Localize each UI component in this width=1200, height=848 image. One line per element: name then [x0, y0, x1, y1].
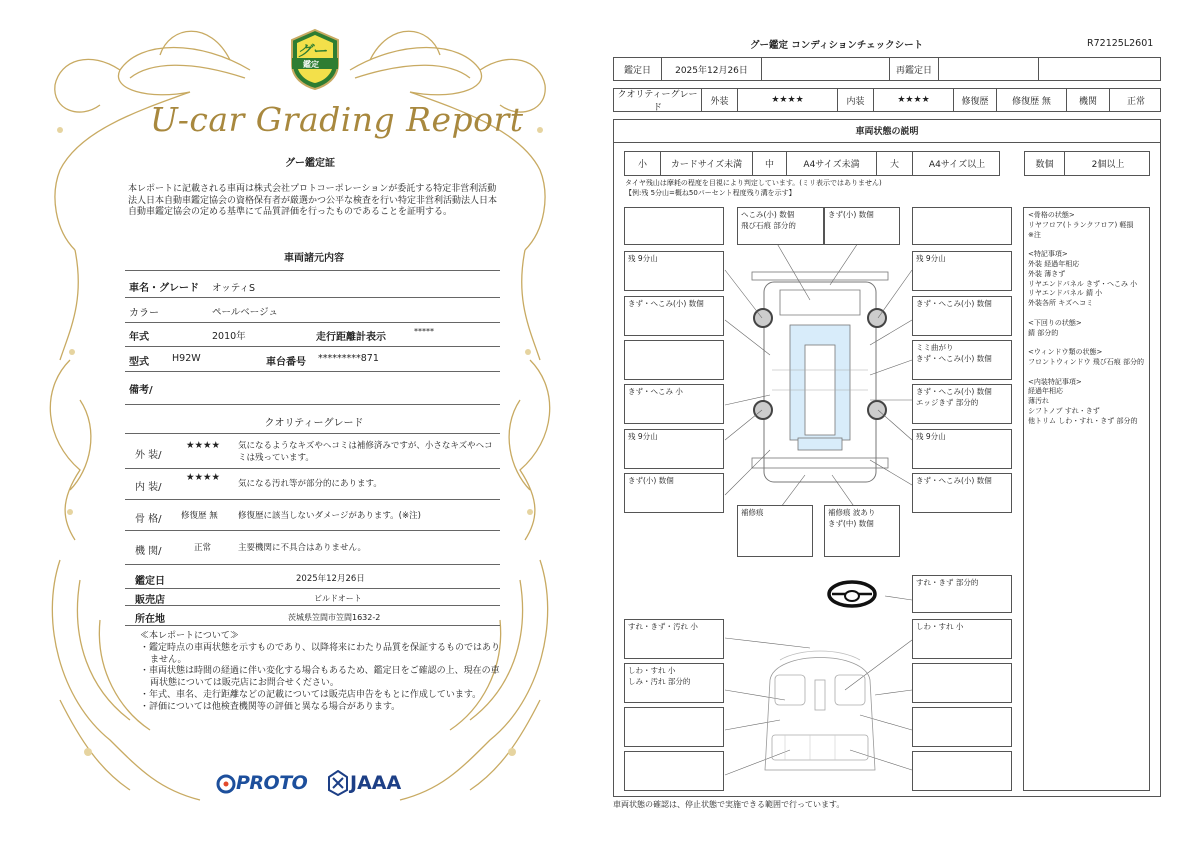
mileage-value: *****: [414, 327, 434, 336]
interior-stars: ★★★★: [186, 472, 221, 483]
jaaa-logo-text: JAAA: [350, 772, 402, 794]
remarks-label: 備考/: [129, 385, 153, 396]
note-box-left-4: きず・へこみ 小: [624, 384, 724, 424]
interior-label: 内 装/: [135, 482, 162, 493]
qg-label: クオリティーグレード: [614, 89, 702, 111]
redate-label: 再鑑定日: [890, 58, 939, 80]
int-stars: ★★★★: [874, 89, 954, 111]
size-large-desc: A4サイズ以上: [928, 160, 986, 170]
note-box-int-left-2: しわ・すれ 小 しみ・汚れ 部分的: [624, 663, 724, 703]
size-medium-label: 中: [753, 152, 787, 175]
proto-logo-text: PROTO: [236, 772, 308, 794]
date-value: 2025年12月26日: [662, 58, 762, 80]
jaaa-logo-icon: [328, 770, 348, 796]
tire-note-1: タイヤ残山は摩耗の程度を目視により判定しています。(ミリ表示ではありません): [625, 179, 882, 187]
quality-title: クオリティーグレード: [264, 418, 364, 429]
note-box-rear-2: 補修痕 波あり きず(中) 数個: [824, 505, 900, 557]
appraisal-date-value: 2025年12月26日: [296, 574, 365, 584]
engine-value: 正常: [1126, 96, 1145, 107]
year-label: 年式: [129, 332, 149, 343]
ext-label: 外装: [702, 89, 738, 111]
note-box-right-2: きず・へこみ(小) 数個: [912, 296, 1012, 336]
note-item: ・評価については他検査機関等の評価と異なる場合があります。: [140, 701, 401, 712]
color-label: カラー: [129, 308, 159, 319]
note-box-right-3: ミミ曲がり きず・へこみ(小) 数個: [912, 340, 1012, 380]
interior-desc: 気になる汚れ等が部分的にあります。: [238, 479, 382, 489]
proto-logo-icon: [216, 774, 236, 796]
note-item: ・鑑定時点の車両状態を示すものであり、以降将来にわたり品質を保証するものではありません。: [140, 642, 501, 665]
location-value: 茨城県笠間市笠間1632-2: [288, 613, 381, 622]
year-value: 2010年: [212, 331, 246, 342]
condition-check-sheet: [600, 0, 1200, 848]
sheet-title: グー鑑定 コンディションチェックシート: [750, 40, 924, 51]
badge-logo-text: グー: [297, 42, 328, 60]
note-box-right-1: 残 9分山: [912, 251, 1012, 291]
note-item: ・車両状態は時間の経過に伴い変化する場合もあるため、鑑定日をご確認の上、現在の車両状態については販売店にお問合せください。: [140, 666, 500, 689]
exterior-stars: ★★★★: [186, 440, 221, 451]
car-name-value: オッティS: [212, 283, 255, 294]
appraisal-date-label: 鑑定日: [135, 576, 165, 587]
footer-note: 車両状態の確認は、停止状態で実施できる範囲で行っています。: [613, 800, 845, 809]
note-box-left-6: きず(小) 数個: [624, 473, 724, 513]
note-box-left-2: きず・へこみ(小) 数個: [624, 296, 724, 336]
certificate-heading: グー鑑定証: [285, 158, 335, 169]
engine-label: 機 関/: [135, 546, 162, 557]
int-label: 内装: [838, 89, 874, 111]
date-label: 鑑定日: [614, 58, 662, 80]
note-box-left-1: 残 9分山: [624, 251, 724, 291]
condition-notes-panel: <骨格の状態> リヤフロア(トランクフロア) 軽損 ※注 <特記事項> 外装 経過年相応 外装 薄きず リヤエンドパネル きず・へこみ 小 リヤエンドパネル 錆 小 外装各所 キズヘコミ <下回りの状態> 錆 部分的 <ウィンドウ類の状態> フロントウィンドウ 飛び石痕 部分的 <内装特記事項> 経過年相応 薄汚れ シフトノブ すれ・きず 他トリム しわ・すれ・きず 部分的: [1023, 207, 1150, 791]
chassis-value: *********871: [318, 353, 379, 364]
size-small-desc: カードサイズ未満: [661, 152, 753, 175]
note-box-right-5: 残 9分山: [912, 429, 1012, 469]
note-box-right-6: きず・へこみ(小) 数個: [912, 473, 1012, 513]
model-value: H92W: [172, 353, 201, 364]
frame-desc: 修復歴に該当しないダメージがあります。(※注): [238, 511, 421, 521]
frame-label: 骨 格/: [135, 514, 162, 525]
note-item: ・年式、車名、走行距離などの記載については販売店申告をもとに作成しています。: [140, 689, 482, 700]
spec-section-title: 車両諸元内容: [284, 253, 344, 264]
ext-stars: ★★★★: [738, 89, 838, 111]
badge-sub-text: 鑑定: [303, 60, 319, 69]
car-name-label: 車名・グレード: [129, 283, 199, 294]
dealer-label: 販売店: [135, 595, 165, 606]
engine-label: 機関: [1067, 89, 1110, 111]
note-box-right-4: きず・へこみ(小) 数個 エッジきず 部分的: [912, 384, 1012, 424]
color-value: ペールベージュ: [212, 307, 278, 318]
repair-label: 修復歴: [954, 89, 997, 111]
size-large-label: 大: [877, 152, 913, 175]
engine-desc: 主要機関に不具合はありません。: [238, 543, 367, 553]
count-label: 数個: [1025, 152, 1065, 175]
count-value: 2個以上: [1091, 160, 1125, 170]
note-box-int-left-1: すれ・きず・汚れ 小: [624, 619, 724, 659]
certificate-body: 本レポートに記載される車両は株式会社プロトコーポレーションが委託する特定非営利活動法人日本自動車鑑定協会の資格保有者が厳選かつ公平な検査を行い特定非営利活動法人日本自動車鑑定協会の定める基準にて品質評価を行ったものであることを証明する。: [128, 184, 498, 217]
frame-value: 修復歴 無: [181, 511, 218, 521]
size-medium-desc: A4サイズ未満: [787, 152, 877, 175]
steering-wheel-icon: [826, 580, 878, 608]
note-box-front-2: きず(小) 数個: [824, 207, 900, 245]
exterior-label: 外 装/: [135, 450, 162, 461]
location-label: 所在地: [135, 614, 165, 625]
notes-title: ≪本レポートについて≫: [140, 631, 239, 641]
repair-value: 修復歴 無: [997, 89, 1067, 111]
status-title: 車両状態の説明: [613, 119, 1161, 143]
size-small-label: 小: [625, 152, 661, 175]
report-notes: [140, 631, 500, 714]
tire-note-2: 【例:残 5分山=概ね50パーセント程度残り溝を示す】: [625, 189, 796, 197]
sheet-id: R72125L2601: [1087, 38, 1154, 49]
note-box-steering: すれ・きず 部分的: [912, 575, 1012, 613]
note-box-front-1: へこみ(小) 数個 飛び石痕 部分的: [737, 207, 824, 245]
exterior-desc: 気になるようなキズやヘコミは補修済みですが、小さなキズやヘコミは残っています。: [238, 441, 493, 463]
report-script-title: U-car Grading Report: [150, 100, 524, 139]
chassis-label: 車台番号: [266, 357, 306, 368]
dealer-value: ビルドオート: [314, 594, 362, 603]
note-box-int-right-1: しわ・すれ 小: [912, 619, 1012, 659]
note-box-left-5: 残 9分山: [624, 429, 724, 469]
engine-value: 正常: [194, 543, 212, 553]
model-label: 型式: [129, 357, 149, 368]
mileage-label: 走行距離計表示: [316, 332, 386, 343]
note-box-rear-1: 補修痕: [737, 505, 813, 557]
car-interior-diagram: [750, 640, 890, 775]
